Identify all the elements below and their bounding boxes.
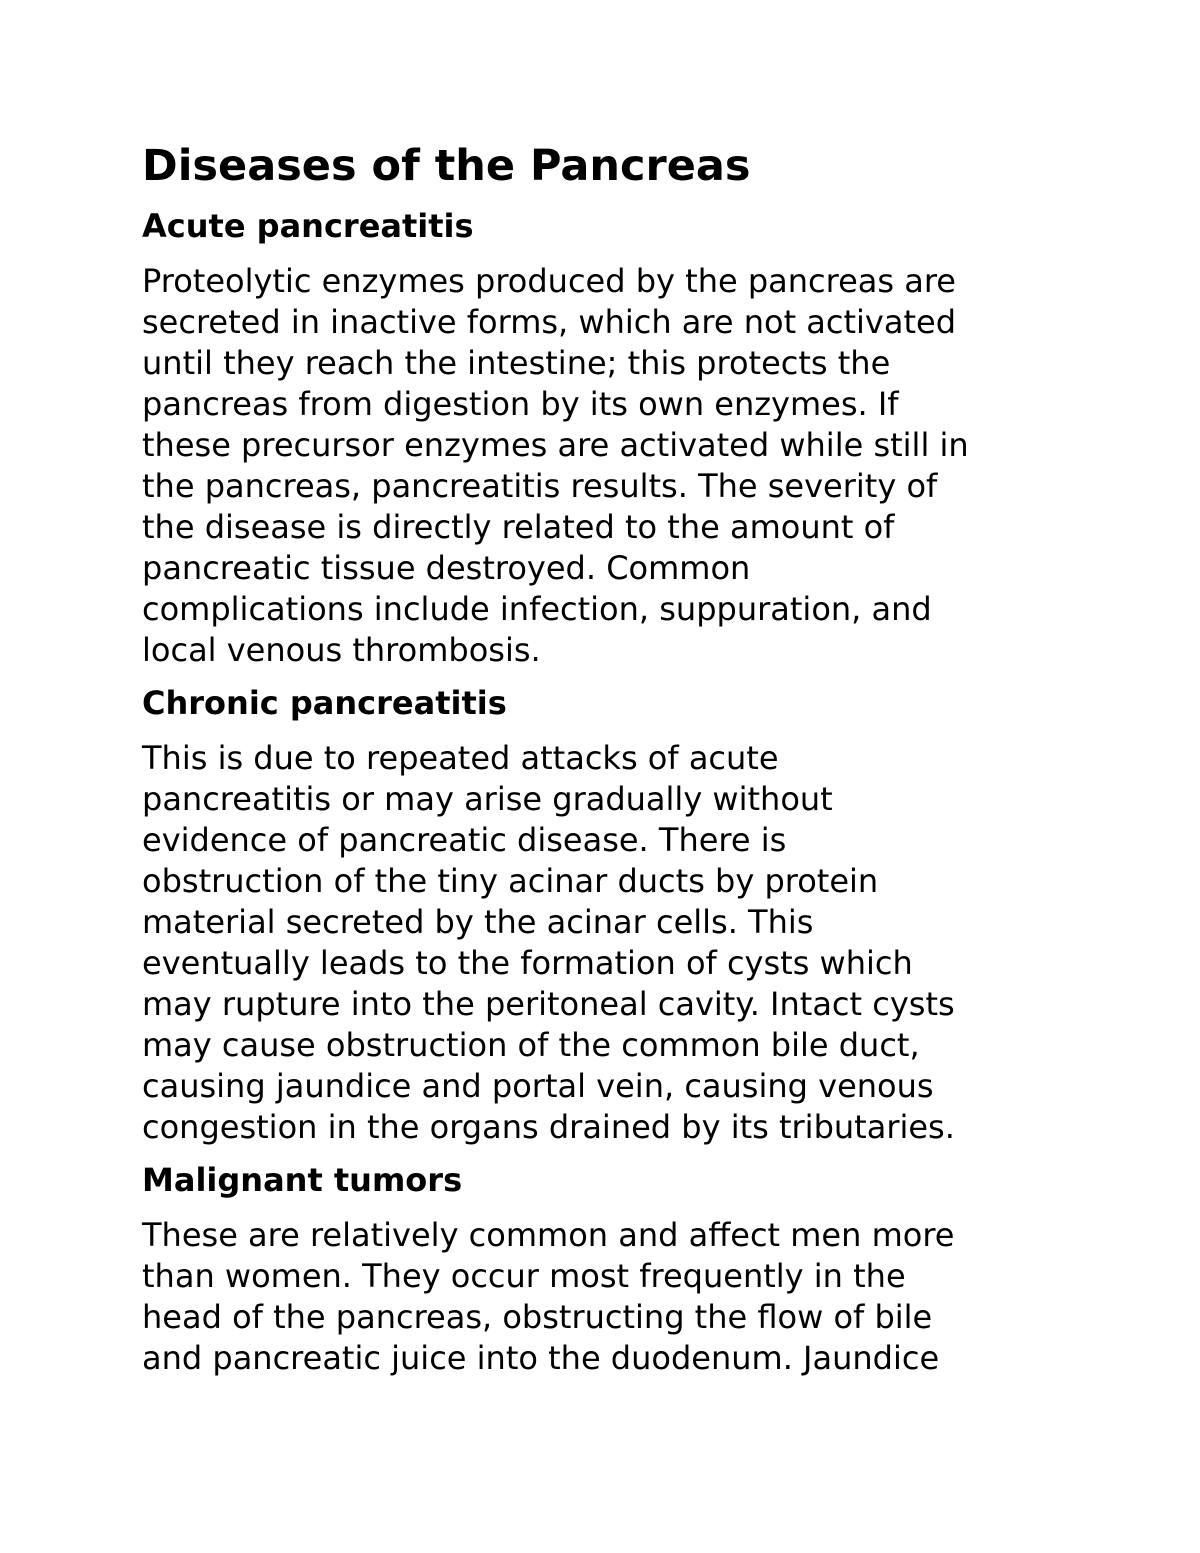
- paragraph-line: than women. They occur most frequently in the: [142, 1257, 906, 1295]
- paragraph-line: causing jaundice and portal vein, causing venous: [142, 1067, 934, 1105]
- paragraph-line: obstruction of the tiny acinar ducts by protein: [142, 862, 879, 900]
- document-title: Diseases of the Pancreas: [142, 141, 751, 191]
- section-paragraph: [142, 261, 1072, 671]
- section-heading: Acute pancreatitis: [142, 207, 474, 245]
- paragraph-line: pancreatitis or may arise gradually without: [142, 780, 833, 818]
- section-malignant-tumors: [142, 1160, 1072, 1379]
- paragraph-line: Proteolytic enzymes produced by the pancreas are: [142, 262, 956, 300]
- paragraph-line: pancreas from digestion by its own enzymes. If: [142, 385, 899, 423]
- section-paragraph: [142, 738, 1072, 1148]
- paragraph-line: secreted in inactive forms, which are not activated: [142, 303, 957, 341]
- paragraph-line: head of the pancreas, obstructing the flow of bile: [142, 1298, 933, 1336]
- paragraph-line: until they reach the intestine; this protects the: [142, 344, 891, 382]
- section-paragraph: [142, 1215, 1072, 1379]
- paragraph-line: local venous thrombosis.: [142, 631, 541, 669]
- paragraph-line: the pancreas, pancreatitis results. The severity of: [142, 467, 938, 505]
- section-heading: Malignant tumors: [142, 1161, 463, 1199]
- paragraph-line: congestion in the organs drained by its tributaries.: [142, 1108, 955, 1146]
- paragraph-line: these precursor enzymes are activated while still in: [142, 426, 969, 464]
- paragraph-line: pancreatic tissue destroyed. Common: [142, 549, 751, 587]
- paragraph-line: This is due to repeated attacks of acute: [142, 739, 779, 777]
- paragraph-line: may rupture into the peritoneal cavity. Intact cysts: [142, 985, 955, 1023]
- section-chronic-pancreatitis: [142, 683, 1072, 1148]
- paragraph-line: These are relatively common and affect men more: [142, 1216, 955, 1254]
- section-heading: Chronic pancreatitis: [142, 684, 507, 722]
- paragraph-line: and pancreatic juice into the duodenum. Jaundice: [142, 1339, 940, 1377]
- document-page: [142, 138, 1072, 1391]
- paragraph-line: the disease is directly related to the amount of: [142, 508, 895, 546]
- paragraph-line: material secreted by the acinar cells. This: [142, 903, 814, 941]
- paragraph-line: complications include infection, suppuration, and: [142, 590, 932, 628]
- paragraph-line: eventually leads to the formation of cysts which: [142, 944, 913, 982]
- section-acute-pancreatitis: [142, 206, 1072, 671]
- paragraph-line: may cause obstruction of the common bile duct,: [142, 1026, 920, 1064]
- paragraph-line: evidence of pancreatic disease. There is: [142, 821, 787, 859]
